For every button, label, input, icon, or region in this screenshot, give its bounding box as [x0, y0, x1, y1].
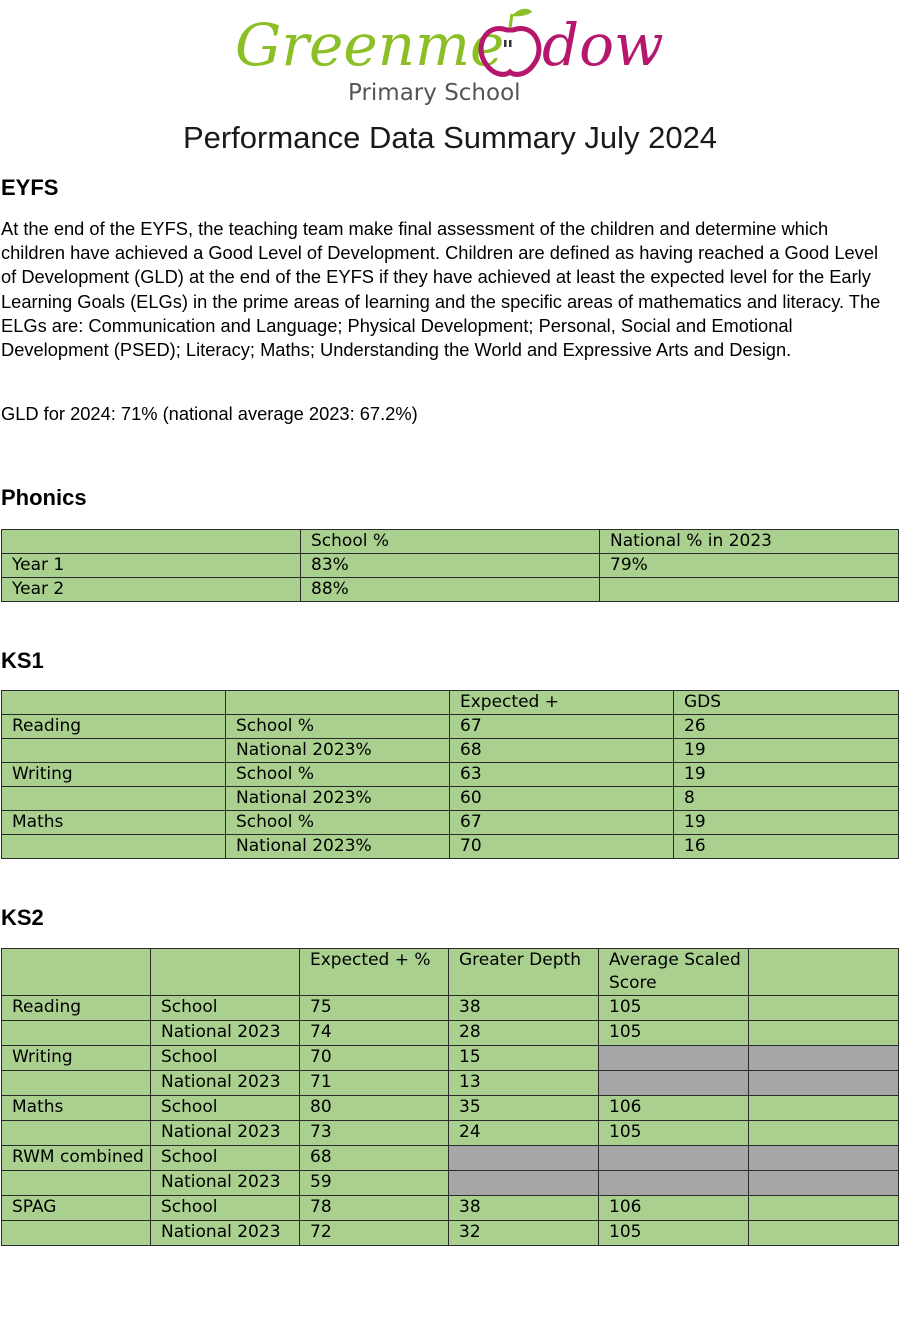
table-header-cell: National % in 2023: [600, 530, 899, 554]
table-cell: [2, 1221, 151, 1246]
table-cell: Maths: [2, 811, 226, 835]
table-cell: 19: [674, 763, 899, 787]
table-cell: [2, 1021, 151, 1046]
table-cell: [749, 1146, 899, 1171]
table-cell: Reading: [2, 996, 151, 1021]
ks2-heading: KS2: [1, 905, 44, 930]
table-cell: 32: [449, 1221, 599, 1246]
table-cell: 60: [450, 787, 674, 811]
table-row: [2, 835, 899, 859]
table-row: [2, 1096, 899, 1121]
table-row: [2, 739, 899, 763]
table-cell: National 2023: [151, 1121, 300, 1146]
table-cell: School: [151, 1046, 300, 1071]
table-cell: National 2023: [151, 1221, 300, 1246]
table-cell: School: [151, 1196, 300, 1221]
table-cell: National 2023: [151, 1171, 300, 1196]
table-cell: Year 2: [2, 578, 301, 602]
table-cell: School %: [226, 763, 450, 787]
logo-subtitle: Primary School: [348, 80, 521, 106]
table-header-cell: [226, 691, 450, 715]
school-logo: [230, 0, 670, 110]
table-header-cell: Average Scaled Score: [599, 949, 749, 996]
page-title: Performance Data Summary July 2024: [182, 120, 718, 155]
table-header-row: [2, 691, 899, 715]
table-cell: National 2023%: [226, 739, 450, 763]
table-cell: School %: [226, 715, 450, 739]
table-cell: School: [151, 996, 300, 1021]
table-cell: [749, 996, 899, 1021]
table-cell: [449, 1171, 599, 1196]
logo-wordmark-end: dow: [542, 11, 664, 79]
table-cell: 71: [300, 1071, 449, 1096]
table-cell: 35: [449, 1096, 599, 1121]
table-cell: Maths: [2, 1096, 151, 1121]
table-cell: Writing: [2, 763, 226, 787]
table-cell: 105: [599, 996, 749, 1021]
gld-statement: GLD for 2024: 71% (national average 2023: 67.2%): [1, 403, 418, 424]
eyfs-heading: EYFS: [1, 175, 59, 200]
table-cell: 105: [599, 1021, 749, 1046]
table-cell: [2, 835, 226, 859]
table-cell: 13: [449, 1071, 599, 1096]
table-header-cell: [2, 691, 226, 715]
table-cell: 24: [449, 1121, 599, 1146]
table-row: [2, 763, 899, 787]
table-cell: 68: [450, 739, 674, 763]
table-cell: 38: [449, 1196, 599, 1221]
table-cell: 79%: [600, 554, 899, 578]
table-cell: [2, 739, 226, 763]
table-header-cell: Expected +: [450, 691, 674, 715]
table-cell: [600, 578, 899, 602]
table-row: [2, 1046, 899, 1071]
table-row: [2, 1196, 899, 1221]
table-cell: 19: [674, 811, 899, 835]
table-header-cell: Greater Depth: [449, 949, 599, 996]
table-cell: [449, 1146, 599, 1171]
table-row: [2, 554, 899, 578]
table-header-cell: School %: [301, 530, 600, 554]
table-cell: Writing: [2, 1046, 151, 1071]
table-cell: School %: [226, 811, 450, 835]
table-cell: 72: [300, 1221, 449, 1246]
table-cell: RWM combined: [2, 1146, 151, 1171]
table-cell: National 2023%: [226, 835, 450, 859]
table-row: [2, 1071, 899, 1096]
phonics-table: [1, 529, 899, 602]
table-row: [2, 715, 899, 739]
table-cell: [749, 1021, 899, 1046]
table-cell: 28: [449, 1021, 599, 1046]
table-cell: 19: [674, 739, 899, 763]
table-cell: 59: [300, 1171, 449, 1196]
table-cell: [749, 1096, 899, 1121]
table-cell: [749, 1196, 899, 1221]
table-row: [2, 787, 899, 811]
table-cell: 38: [449, 996, 599, 1021]
table-cell: National 2023%: [226, 787, 450, 811]
table-cell: [749, 1221, 899, 1246]
table-cell: [2, 1121, 151, 1146]
table-cell: 26: [674, 715, 899, 739]
table-cell: 106: [599, 1096, 749, 1121]
table-header-cell: [749, 949, 899, 996]
table-cell: 80: [300, 1096, 449, 1121]
table-cell: [749, 1121, 899, 1146]
table-cell: 67: [450, 811, 674, 835]
table-header-row: [2, 530, 899, 554]
table-cell: SPAG: [2, 1196, 151, 1221]
table-cell: National 2023: [151, 1021, 300, 1046]
table-cell: 105: [599, 1221, 749, 1246]
table-cell: 15: [449, 1046, 599, 1071]
table-cell: 63: [450, 763, 674, 787]
table-cell: 73: [300, 1121, 449, 1146]
table-cell: [599, 1146, 749, 1171]
table-cell: [749, 1046, 899, 1071]
table-row: [2, 578, 899, 602]
table-cell: [599, 1171, 749, 1196]
phonics-heading: Phonics: [1, 485, 87, 510]
table-cell: 70: [450, 835, 674, 859]
table-cell: 105: [599, 1121, 749, 1146]
table-row: [2, 1221, 899, 1246]
table-row: [2, 996, 899, 1021]
table-header-row: [2, 949, 899, 996]
table-cell: 75: [300, 996, 449, 1021]
table-cell: 16: [674, 835, 899, 859]
table-header-cell: GDS: [674, 691, 899, 715]
ks1-table: [1, 690, 899, 859]
table-cell: [599, 1046, 749, 1071]
table-cell: Year 1: [2, 554, 301, 578]
table-cell: 70: [300, 1046, 449, 1071]
table-cell: 83%: [301, 554, 600, 578]
table-cell: [749, 1171, 899, 1196]
table-row: [2, 1146, 899, 1171]
table-cell: [749, 1071, 899, 1096]
table-cell: 68: [300, 1146, 449, 1171]
table-cell: 74: [300, 1021, 449, 1046]
table-cell: [2, 787, 226, 811]
table-cell: School: [151, 1146, 300, 1171]
ks1-heading: KS1: [1, 648, 44, 673]
table-row: [2, 1171, 899, 1196]
table-cell: [599, 1071, 749, 1096]
table-header-cell: [2, 949, 151, 996]
table-cell: Reading: [2, 715, 226, 739]
table-cell: 106: [599, 1196, 749, 1221]
table-header-cell: [151, 949, 300, 996]
ks2-table: [1, 948, 899, 1246]
table-header-cell: [2, 530, 301, 554]
table-cell: [2, 1071, 151, 1096]
table-row: [2, 1021, 899, 1046]
eyfs-paragraph: At the end of the EYFS, the teaching team make final assessment of the children and determine which children have achieved a Good Level of Development. Children are defined as having reached a Good Level of Development (GLD) at the end of the EYFS if they have achieved at least the expected level for the Early Learning Goals (ELGs) in the prime areas of learning and the specific areas of mathematics and literacy. The ELGs are: Communication and Language; Physical Development; Personal, Social and Emotional Development (PSED); Literacy; Maths; Understanding the World and Expressive Arts and Design.: [1, 218, 881, 361]
table-cell: School: [151, 1096, 300, 1121]
table-cell: [2, 1171, 151, 1196]
logo-wordmark-start: Greenme: [235, 11, 505, 79]
table-header-cell: Expected + %: [300, 949, 449, 996]
table-row: [2, 1121, 899, 1146]
table-cell: 78: [300, 1196, 449, 1221]
table-cell: National 2023: [151, 1071, 300, 1096]
table-cell: 67: [450, 715, 674, 739]
table-cell: 88%: [301, 578, 600, 602]
table-cell: 8: [674, 787, 899, 811]
table-row: [2, 811, 899, 835]
